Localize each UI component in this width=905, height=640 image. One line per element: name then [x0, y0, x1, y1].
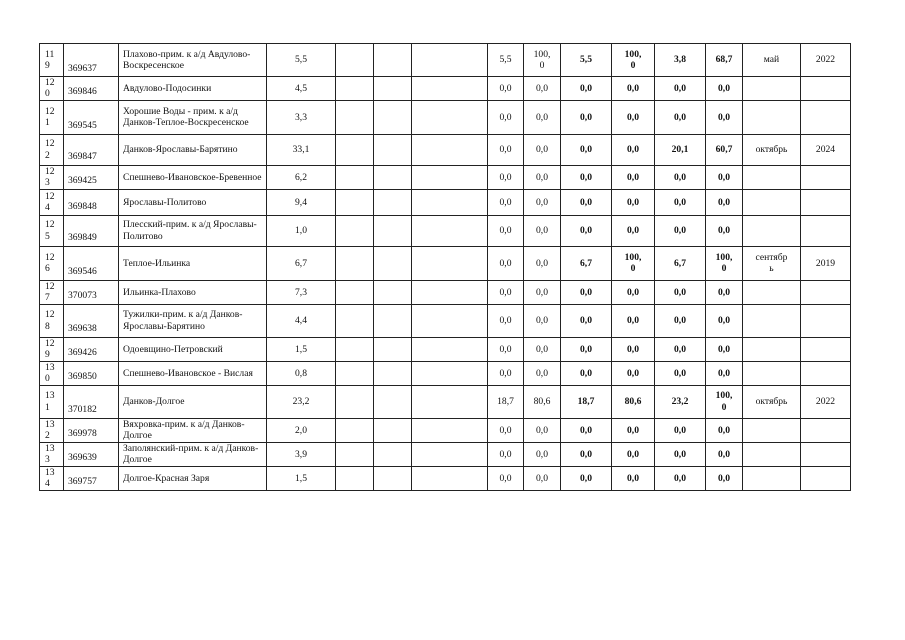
percent-cell: 0,0	[706, 466, 743, 490]
percent-cell: 80,6	[524, 385, 561, 418]
value-cell: 20,1	[655, 134, 706, 165]
empty-cell	[374, 280, 412, 304]
value-cell: 0,0	[655, 77, 706, 101]
month-cell	[743, 189, 801, 215]
empty-cell	[412, 280, 488, 304]
table-row	[40, 385, 851, 418]
value-cell: 0,0	[488, 418, 524, 442]
empty-cell	[336, 44, 374, 77]
value-cell: 0,0	[655, 100, 706, 134]
road-code-cell: 369639	[64, 442, 119, 466]
empty-cell	[374, 361, 412, 385]
percent-cell: 0,0	[524, 134, 561, 165]
year-cell	[801, 280, 851, 304]
year-cell	[801, 77, 851, 101]
road-name-cell: Вяхровка-прим. к а/д Данков-Долгое	[119, 418, 267, 442]
empty-cell	[412, 134, 488, 165]
road-name-cell: Теплое-Ильинка	[119, 246, 267, 280]
road-code-cell: 369850	[64, 361, 119, 385]
empty-cell	[412, 44, 488, 77]
empty-cell	[336, 77, 374, 101]
year-cell	[801, 189, 851, 215]
table-row	[40, 215, 851, 246]
road-length-cell: 1,5	[267, 466, 336, 490]
empty-cell	[412, 442, 488, 466]
empty-cell	[336, 361, 374, 385]
percent-cell: 0,0	[612, 361, 655, 385]
value-cell: 0,0	[655, 442, 706, 466]
value-cell: 0,0	[488, 442, 524, 466]
percent-cell: 0,0	[706, 418, 743, 442]
value-cell: 0,0	[655, 337, 706, 361]
empty-cell	[412, 418, 488, 442]
row-number-cell: 13 1	[40, 385, 64, 418]
road-code-cell: 369978	[64, 418, 119, 442]
empty-cell	[336, 189, 374, 215]
road-length-cell: 7,3	[267, 280, 336, 304]
percent-cell: 0,0	[612, 418, 655, 442]
road-code-cell: 369546	[64, 246, 119, 280]
table-row	[40, 100, 851, 134]
percent-cell: 0,0	[524, 442, 561, 466]
year-cell: 2019	[801, 246, 851, 280]
row-number-cell: 11 9	[40, 44, 64, 77]
road-name-cell: Спешнево-Ивановское - Вислая	[119, 361, 267, 385]
value-cell: 0,0	[488, 361, 524, 385]
percent-cell: 0,0	[524, 466, 561, 490]
percent-cell: 100, 0	[706, 385, 743, 418]
empty-cell	[336, 418, 374, 442]
road-name-cell: Ярославы-Политово	[119, 189, 267, 215]
value-cell: 5,5	[488, 44, 524, 77]
year-cell	[801, 337, 851, 361]
row-number-cell: 12 6	[40, 246, 64, 280]
year-cell	[801, 442, 851, 466]
empty-cell	[374, 165, 412, 189]
month-cell	[743, 304, 801, 337]
month-cell: октябрь	[743, 134, 801, 165]
road-code-cell: 369757	[64, 466, 119, 490]
table-row	[40, 246, 851, 280]
table-row	[40, 44, 851, 77]
road-name-cell: Одоевщино-Петровский	[119, 337, 267, 361]
row-number-cell: 12 9	[40, 337, 64, 361]
road-name-cell: Долгое-Красная Заря	[119, 466, 267, 490]
month-cell	[743, 100, 801, 134]
percent-cell: 0,0	[706, 280, 743, 304]
empty-cell	[336, 134, 374, 165]
value-cell: 0,0	[655, 189, 706, 215]
row-number-cell: 12 4	[40, 189, 64, 215]
value-cell: 3,8	[655, 44, 706, 77]
road-length-cell: 33,1	[267, 134, 336, 165]
percent-cell: 60,7	[706, 134, 743, 165]
value-cell: 0,0	[561, 304, 612, 337]
year-cell	[801, 418, 851, 442]
percent-cell: 0,0	[706, 337, 743, 361]
empty-cell	[412, 304, 488, 337]
value-cell: 0,0	[561, 77, 612, 101]
road-name-cell: Данков-Ярославы-Барятино	[119, 134, 267, 165]
month-cell: сентябр ь	[743, 246, 801, 280]
row-number-cell: 12 0	[40, 77, 64, 101]
month-cell	[743, 215, 801, 246]
road-name-cell: Плахово-прим. к а/д Авдулово-Воскресенское	[119, 44, 267, 77]
row-number-cell: 13 3	[40, 442, 64, 466]
road-length-cell: 5,5	[267, 44, 336, 77]
value-cell: 0,0	[561, 100, 612, 134]
year-cell	[801, 304, 851, 337]
value-cell: 18,7	[488, 385, 524, 418]
road-length-cell: 4,5	[267, 77, 336, 101]
empty-cell	[336, 165, 374, 189]
percent-cell: 0,0	[612, 215, 655, 246]
value-cell: 0,0	[655, 165, 706, 189]
value-cell: 6,7	[561, 246, 612, 280]
percent-cell: 0,0	[612, 77, 655, 101]
percent-cell: 100, 0	[706, 246, 743, 280]
year-cell: 2022	[801, 44, 851, 77]
empty-cell	[336, 246, 374, 280]
road-code-cell: 369848	[64, 189, 119, 215]
percent-cell: 0,0	[524, 280, 561, 304]
road-length-cell: 9,4	[267, 189, 336, 215]
empty-cell	[336, 280, 374, 304]
percent-cell: 0,0	[612, 442, 655, 466]
percent-cell: 100, 0	[612, 246, 655, 280]
road-name-cell: Ильинка-Плахово	[119, 280, 267, 304]
percent-cell: 0,0	[612, 100, 655, 134]
road-length-cell: 4,4	[267, 304, 336, 337]
road-name-cell: Заполянский-прим. к а/д Данков-Долгое	[119, 442, 267, 466]
row-number-cell: 12 2	[40, 134, 64, 165]
row-number-cell: 13 2	[40, 418, 64, 442]
row-number-cell: 13 0	[40, 361, 64, 385]
road-length-cell: 6,7	[267, 246, 336, 280]
year-cell	[801, 361, 851, 385]
table-row	[40, 442, 851, 466]
empty-cell	[374, 418, 412, 442]
empty-cell	[374, 134, 412, 165]
value-cell: 0,0	[655, 280, 706, 304]
percent-cell: 0,0	[524, 165, 561, 189]
empty-cell	[374, 304, 412, 337]
road-length-cell: 6,2	[267, 165, 336, 189]
percent-cell: 0,0	[706, 165, 743, 189]
road-name-cell: Плесский-прим. к а/д Ярославы-Политово	[119, 215, 267, 246]
value-cell: 0,0	[655, 466, 706, 490]
empty-cell	[412, 215, 488, 246]
table-row	[40, 418, 851, 442]
empty-cell	[336, 466, 374, 490]
percent-cell: 0,0	[612, 165, 655, 189]
percent-cell: 0,0	[706, 442, 743, 466]
road-name-cell: Тужилки-прим. к а/д Данков-Ярославы-Барятино	[119, 304, 267, 337]
percent-cell: 0,0	[524, 246, 561, 280]
empty-cell	[374, 215, 412, 246]
empty-cell	[336, 100, 374, 134]
month-cell: май	[743, 44, 801, 77]
road-name-cell: Хорошие Воды - прим. к а/д Данков-Теплое-Воскресенское	[119, 100, 267, 134]
road-name-cell: Спешнево-Ивановское-Бревенное	[119, 165, 267, 189]
value-cell: 0,0	[488, 189, 524, 215]
value-cell: 0,0	[488, 246, 524, 280]
road-code-cell: 369638	[64, 304, 119, 337]
percent-cell: 0,0	[524, 215, 561, 246]
row-number-cell: 12 3	[40, 165, 64, 189]
value-cell: 0,0	[561, 165, 612, 189]
percent-cell: 0,0	[706, 215, 743, 246]
row-number-cell: 12 1	[40, 100, 64, 134]
road-name-cell: Данков-Долгое	[119, 385, 267, 418]
empty-cell	[374, 337, 412, 361]
month-cell	[743, 361, 801, 385]
empty-cell	[412, 100, 488, 134]
value-cell: 23,2	[655, 385, 706, 418]
road-code-cell: 369847	[64, 134, 119, 165]
percent-cell: 0,0	[524, 337, 561, 361]
table-row	[40, 361, 851, 385]
percent-cell: 0,0	[706, 189, 743, 215]
empty-cell	[374, 100, 412, 134]
empty-cell	[412, 165, 488, 189]
empty-cell	[374, 246, 412, 280]
month-cell	[743, 418, 801, 442]
empty-cell	[412, 361, 488, 385]
empty-cell	[374, 44, 412, 77]
value-cell: 0,0	[655, 304, 706, 337]
value-cell: 0,0	[561, 280, 612, 304]
percent-cell: 0,0	[524, 100, 561, 134]
empty-cell	[374, 442, 412, 466]
value-cell: 0,0	[561, 134, 612, 165]
road-code-cell: 370073	[64, 280, 119, 304]
value-cell: 0,0	[561, 418, 612, 442]
month-cell	[743, 337, 801, 361]
year-cell	[801, 165, 851, 189]
value-cell: 6,7	[655, 246, 706, 280]
table-row	[40, 304, 851, 337]
value-cell: 0,0	[488, 466, 524, 490]
year-cell: 2022	[801, 385, 851, 418]
value-cell: 0,0	[488, 134, 524, 165]
table-row	[40, 189, 851, 215]
table-row	[40, 165, 851, 189]
road-length-cell: 2,0	[267, 418, 336, 442]
empty-cell	[336, 215, 374, 246]
road-length-cell: 23,2	[267, 385, 336, 418]
empty-cell	[374, 77, 412, 101]
value-cell: 0,0	[561, 361, 612, 385]
empty-cell	[412, 189, 488, 215]
month-cell	[743, 280, 801, 304]
road-length-cell: 3,9	[267, 442, 336, 466]
value-cell: 0,0	[561, 442, 612, 466]
percent-cell: 0,0	[706, 77, 743, 101]
value-cell: 0,0	[488, 304, 524, 337]
empty-cell	[412, 466, 488, 490]
value-cell: 0,0	[655, 215, 706, 246]
percent-cell: 80,6	[612, 385, 655, 418]
table-row	[40, 77, 851, 101]
year-cell	[801, 100, 851, 134]
value-cell: 0,0	[561, 466, 612, 490]
road-length-cell: 1,0	[267, 215, 336, 246]
road-code-cell: 369637	[64, 44, 119, 77]
empty-cell	[336, 385, 374, 418]
road-code-cell: 370182	[64, 385, 119, 418]
roads-table	[39, 43, 851, 491]
month-cell	[743, 165, 801, 189]
percent-cell: 0,0	[524, 77, 561, 101]
table-row	[40, 466, 851, 490]
empty-cell	[412, 77, 488, 101]
table-row	[40, 337, 851, 361]
percent-cell: 0,0	[706, 361, 743, 385]
empty-cell	[374, 385, 412, 418]
value-cell: 18,7	[561, 385, 612, 418]
percent-cell: 0,0	[524, 418, 561, 442]
percent-cell: 68,7	[706, 44, 743, 77]
percent-cell: 0,0	[612, 337, 655, 361]
row-number-cell: 13 4	[40, 466, 64, 490]
percent-cell: 0,0	[612, 134, 655, 165]
percent-cell: 0,0	[612, 280, 655, 304]
value-cell: 0,0	[488, 337, 524, 361]
road-name-cell: Авдулово-Подосинки	[119, 77, 267, 101]
value-cell: 0,0	[488, 215, 524, 246]
month-cell: октябрь	[743, 385, 801, 418]
percent-cell: 0,0	[706, 100, 743, 134]
road-code-cell: 369846	[64, 77, 119, 101]
percent-cell: 0,0	[524, 361, 561, 385]
year-cell: 2024	[801, 134, 851, 165]
road-code-cell: 369545	[64, 100, 119, 134]
value-cell: 5,5	[561, 44, 612, 77]
road-length-cell: 0,8	[267, 361, 336, 385]
value-cell: 0,0	[655, 361, 706, 385]
table-body	[40, 44, 851, 491]
empty-cell	[412, 385, 488, 418]
percent-cell: 0,0	[612, 304, 655, 337]
percent-cell: 100, 0	[612, 44, 655, 77]
row-number-cell: 12 8	[40, 304, 64, 337]
road-length-cell: 1,5	[267, 337, 336, 361]
empty-cell	[336, 337, 374, 361]
value-cell: 0,0	[561, 215, 612, 246]
empty-cell	[336, 442, 374, 466]
value-cell: 0,0	[561, 337, 612, 361]
value-cell: 0,0	[488, 280, 524, 304]
row-number-cell: 12 5	[40, 215, 64, 246]
value-cell: 0,0	[488, 100, 524, 134]
value-cell: 0,0	[488, 77, 524, 101]
road-code-cell: 369849	[64, 215, 119, 246]
value-cell: 0,0	[561, 189, 612, 215]
road-code-cell: 369425	[64, 165, 119, 189]
percent-cell: 0,0	[612, 189, 655, 215]
year-cell	[801, 215, 851, 246]
empty-cell	[336, 304, 374, 337]
percent-cell: 0,0	[524, 304, 561, 337]
percent-cell: 100, 0	[524, 44, 561, 77]
month-cell	[743, 466, 801, 490]
empty-cell	[412, 337, 488, 361]
month-cell	[743, 77, 801, 101]
empty-cell	[374, 189, 412, 215]
empty-cell	[412, 246, 488, 280]
percent-cell: 0,0	[706, 304, 743, 337]
empty-cell	[374, 466, 412, 490]
road-length-cell: 3,3	[267, 100, 336, 134]
table-row	[40, 280, 851, 304]
road-code-cell: 369426	[64, 337, 119, 361]
year-cell	[801, 466, 851, 490]
percent-cell: 0,0	[524, 189, 561, 215]
value-cell: 0,0	[655, 418, 706, 442]
value-cell: 0,0	[488, 165, 524, 189]
table-row	[40, 134, 851, 165]
percent-cell: 0,0	[612, 466, 655, 490]
month-cell	[743, 442, 801, 466]
row-number-cell: 12 7	[40, 280, 64, 304]
